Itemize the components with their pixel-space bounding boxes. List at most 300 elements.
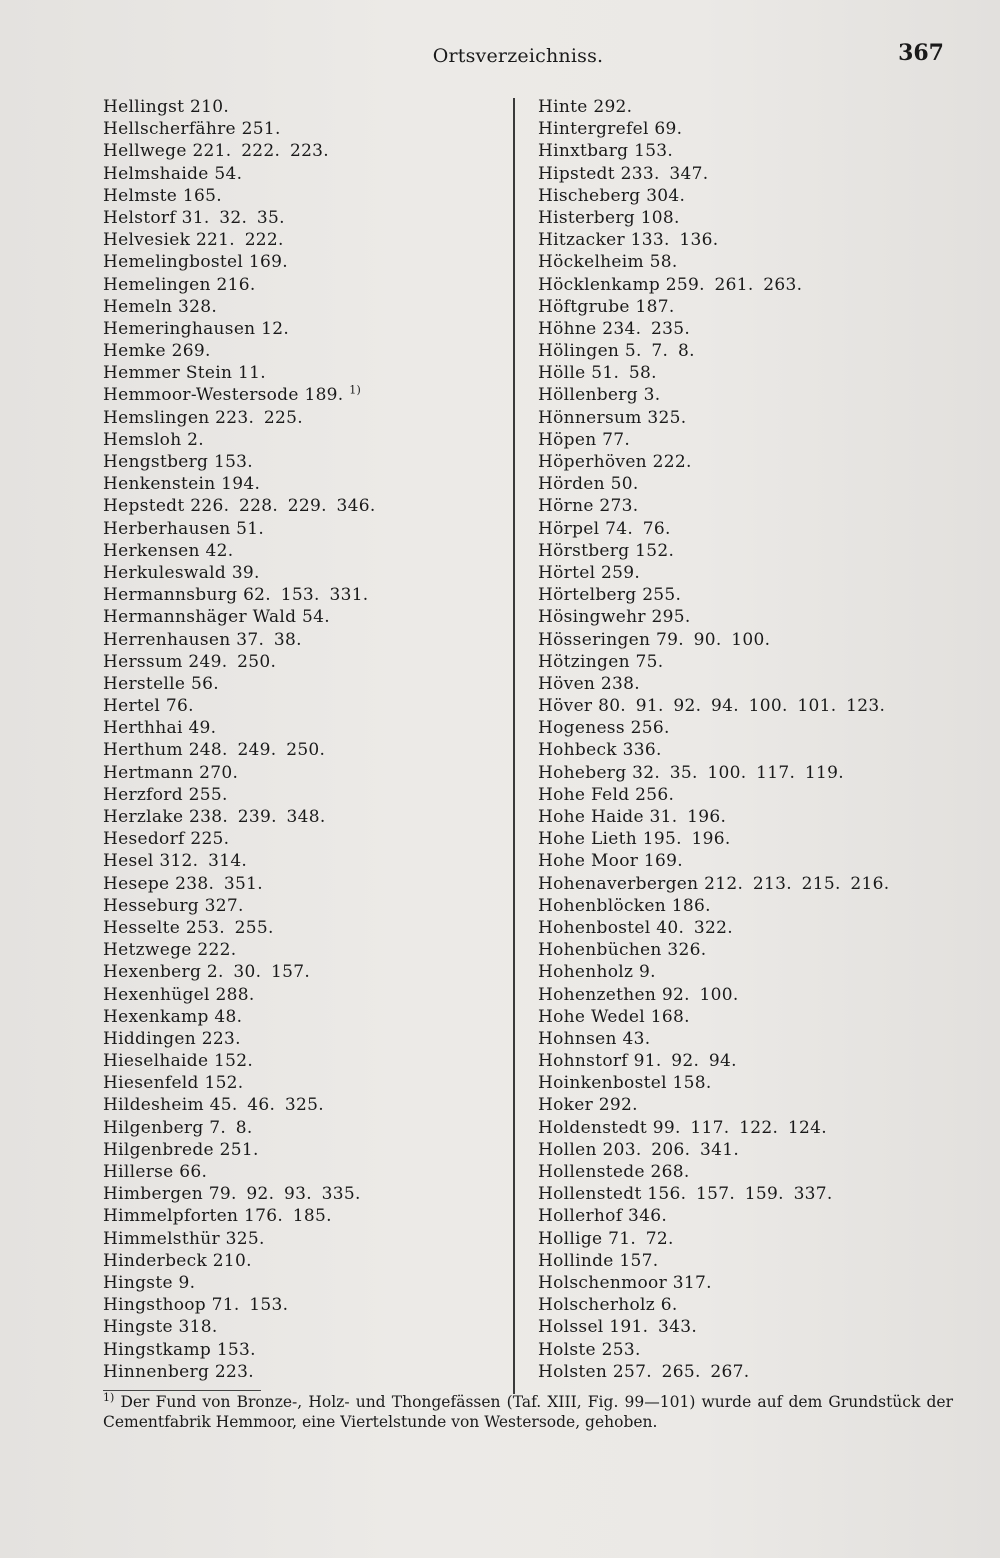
entry-place-name: Hintergrefel <box>538 119 649 140</box>
entry-place-name: Hollerhof <box>538 1206 623 1227</box>
entry-place-name: Hemke <box>103 341 166 362</box>
entry-place-name: Hesseburg <box>103 895 199 916</box>
entry-place-name: Hingste <box>103 1317 173 1338</box>
entry-place-name: Hemeringhausen <box>103 318 256 339</box>
entry-place-name: Hetzwege <box>103 940 192 961</box>
entry-page-refs: 66. <box>179 1162 208 1182</box>
index-entry <box>103 140 503 162</box>
entry-page-refs: 186. <box>671 895 711 916</box>
entry-page-refs: 212. 213. 215. 216. <box>704 873 890 894</box>
entry-page-refs: 2. <box>187 429 204 450</box>
entry-place-name: Hohe Haide <box>538 807 644 827</box>
entry-page-refs: 11. <box>237 363 266 384</box>
entry-page-refs: 40. 322. <box>656 917 733 938</box>
index-entry <box>538 984 958 1006</box>
index-entry <box>538 96 958 118</box>
entry-place-name: Höperhöven <box>538 452 647 472</box>
index-entry <box>103 1028 503 1050</box>
entry-place-name: Höckelheim <box>538 252 644 273</box>
entry-place-name: Hillerse <box>103 1162 174 1182</box>
entry-place-name: Hölle <box>538 363 586 384</box>
entry-page-refs: 43. <box>622 1028 651 1049</box>
index-entry <box>538 1072 958 1094</box>
entry-place-name: Herrenhausen <box>103 629 231 650</box>
entry-place-name: Herkensen <box>103 540 200 561</box>
index-entry <box>538 384 958 406</box>
entry-place-name: Hertmann <box>103 762 194 783</box>
index-entry <box>538 163 958 185</box>
entry-place-name: Hohenholz <box>538 962 634 983</box>
index-entry <box>103 495 503 517</box>
index-entry <box>538 651 958 673</box>
entry-page-refs: 325. <box>225 1228 265 1249</box>
index-entry <box>103 1072 503 1094</box>
index-entry <box>538 229 958 251</box>
index-entry <box>103 296 503 318</box>
entry-page-refs: 156. 157. 159. 337. <box>647 1184 833 1205</box>
entry-place-name: Hildesheim <box>103 1095 204 1116</box>
entry-place-name: Hilgenbrede <box>103 1139 214 1160</box>
entry-page-refs: 152. <box>635 540 675 561</box>
index-entry <box>103 207 503 229</box>
index-entry <box>103 651 503 673</box>
entry-place-name: Hohe Moor <box>538 851 639 872</box>
index-entry <box>538 1294 958 1316</box>
index-entry <box>538 917 958 939</box>
entry-place-name: Hesselte <box>103 917 181 938</box>
entry-place-name: Hoker <box>538 1095 594 1116</box>
entry-page-refs: 79. 92. 93. 335. <box>208 1184 361 1205</box>
entry-place-name: Hexenkamp <box>103 1006 209 1027</box>
index-entry <box>103 118 503 140</box>
index-entry <box>538 407 958 429</box>
entry-page-refs: 54. <box>302 607 330 628</box>
entry-page-refs: 169. <box>643 851 683 872</box>
entry-page-refs: 74. 76. <box>605 518 671 539</box>
index-entry <box>103 185 503 207</box>
entry-place-name: Hohbeck <box>538 740 617 761</box>
entry-page-refs: 238. 351. <box>175 873 263 894</box>
entry-page-refs: 99. 117. 122. 124. <box>652 1117 827 1138</box>
entry-place-name: Himmelpforten <box>103 1206 239 1227</box>
entry-page-refs: 165. <box>182 185 222 206</box>
entry-page-refs: 253. <box>601 1339 641 1360</box>
entry-page-refs: 71. 72. <box>608 1228 674 1249</box>
entry-page-refs: 31. 32. 35. <box>181 207 285 228</box>
index-entry <box>538 362 958 384</box>
entry-place-name: Höpen <box>538 429 597 450</box>
index-entry <box>103 1050 503 1072</box>
entry-page-refs: 251. <box>241 119 281 140</box>
entry-page-refs: 45. 46. 325. <box>209 1095 324 1116</box>
entry-page-refs: 152. <box>204 1073 244 1094</box>
entry-place-name: Hollenstede <box>538 1162 645 1182</box>
index-entry <box>103 917 503 939</box>
entry-page-refs: 194. <box>221 474 261 495</box>
entry-page-refs: 153. <box>216 1339 256 1360</box>
entry-place-name: Hinnenberg <box>103 1361 210 1382</box>
entry-place-name: Herkuleswald <box>103 562 227 583</box>
column-divider <box>513 98 515 1394</box>
entry-page-refs: 176. 185. <box>244 1206 332 1227</box>
entry-page-refs: 318. <box>178 1317 218 1338</box>
index-entry <box>538 495 958 517</box>
footnote-mark: 1) <box>103 1390 115 1404</box>
index-entry <box>103 739 503 761</box>
entry-place-name: Hiddingen <box>103 1028 197 1049</box>
entry-place-name: Hischeberg <box>538 185 641 206</box>
index-entry <box>538 251 958 273</box>
entry-place-name: Hötzingen <box>538 651 630 672</box>
entry-place-name: Hermannshäger Wald <box>103 607 297 628</box>
entry-place-name: Hingstkamp <box>103 1339 212 1360</box>
entry-page-refs: 226. 228. 229. 346. <box>190 496 376 517</box>
entry-page-refs: 51. 58. <box>591 363 657 384</box>
index-entry <box>103 562 503 584</box>
index-entry <box>538 717 958 739</box>
index-entry <box>538 1117 958 1139</box>
entry-page-refs: 336. <box>622 740 662 761</box>
entry-place-name: Hertel <box>103 696 161 717</box>
entry-page-refs: 326. <box>667 940 707 961</box>
index-entry <box>538 207 958 229</box>
entry-place-name: Holscherholz <box>538 1295 656 1316</box>
entry-page-refs: 75. <box>635 651 664 672</box>
index-entry <box>103 274 503 296</box>
entry-place-name: Hiesenfeld <box>103 1073 199 1094</box>
entry-place-name: Höcklenkamp <box>538 274 661 295</box>
entry-place-name: Herstelle <box>103 673 186 694</box>
entry-place-name: Herzlake <box>103 807 184 827</box>
entry-place-name: Hollinde <box>538 1250 614 1271</box>
index-entry <box>103 828 503 850</box>
index-entry <box>103 384 503 406</box>
entry-place-name: Hörstberg <box>538 540 630 561</box>
index-entry <box>538 340 958 362</box>
entry-page-refs: 54. <box>214 163 243 184</box>
entry-place-name: Histerberg <box>538 207 635 228</box>
entry-place-name: Hönnersum <box>538 407 642 428</box>
entry-page-refs: 153. <box>213 452 254 472</box>
entry-place-name: Hörne <box>538 496 594 517</box>
index-entry <box>538 540 958 562</box>
entry-page-refs: 91. 92. 94. <box>633 1051 737 1072</box>
index-entry <box>538 850 958 872</box>
entry-place-name: Hilgenberg <box>103 1117 204 1138</box>
entry-place-name: Hörden <box>538 474 605 495</box>
entry-place-name: Hohe Feld <box>538 784 630 805</box>
index-entry <box>538 274 958 296</box>
entry-place-name: Hogeness <box>538 718 625 739</box>
entry-place-name: Herthum <box>103 740 183 761</box>
entry-page-refs: 312. 314. <box>159 851 248 872</box>
entry-place-name: Hohenzethen <box>538 984 657 1005</box>
index-entry <box>103 1250 503 1272</box>
entry-place-name: Hieselhaide <box>103 1051 209 1072</box>
entry-place-name: Hohnstorf <box>538 1051 628 1072</box>
index-entry <box>103 473 503 495</box>
entry-place-name: Hinxtbarg <box>538 141 629 162</box>
index-entry <box>538 695 958 717</box>
footnote <box>103 1392 953 1432</box>
entry-page-refs: 210. <box>212 1250 252 1271</box>
index-entry <box>538 1094 958 1116</box>
entry-place-name: Hellwege <box>103 141 187 162</box>
index-entry <box>538 739 958 761</box>
entry-place-name: Hesedorf <box>103 829 185 850</box>
entry-place-name: Hermannsburg <box>103 585 238 606</box>
entry-place-name: Helmshaide <box>103 163 209 184</box>
entry-page-refs: 169. <box>248 252 288 273</box>
index-entry <box>103 895 503 917</box>
entry-place-name: Herzford <box>103 784 183 805</box>
entry-place-name: Herberhausen <box>103 518 231 539</box>
entry-place-name: Hengstberg <box>103 452 209 472</box>
entry-page-refs: 7. 8. <box>209 1117 253 1138</box>
entry-place-name: Hohenbostel <box>538 917 651 938</box>
index-entry <box>538 451 958 473</box>
entry-page-refs: 153. <box>634 141 674 162</box>
entry-page-refs: 195. 196. <box>642 829 731 850</box>
entry-page-refs: 248. 249. 250. <box>188 740 326 761</box>
index-entry <box>103 340 503 362</box>
entry-place-name: Hemelingbostel <box>103 252 244 273</box>
entry-place-name: Holste <box>538 1339 596 1360</box>
index-entry <box>103 429 503 451</box>
entry-place-name: Hohenaverbergen <box>538 873 699 894</box>
entry-page-refs: 210. <box>190 97 230 117</box>
entry-place-name: Hexenberg <box>103 962 202 983</box>
entry-page-refs: 259. <box>601 562 641 583</box>
index-entry <box>538 1161 958 1183</box>
page-number: 367 <box>898 40 944 66</box>
entry-page-refs: 48. <box>214 1006 243 1027</box>
entry-page-refs: 158. <box>672 1073 712 1094</box>
index-entry <box>103 96 503 118</box>
entry-page-refs: 80. 91. 92. 94. 100. 101. 123. <box>598 696 886 717</box>
entry-place-name: Hipstedt <box>538 163 615 184</box>
index-entry <box>103 1117 503 1139</box>
index-entry <box>103 984 503 1006</box>
entry-place-name: Herthhai <box>103 718 183 739</box>
index-entry <box>538 1250 958 1272</box>
entry-place-name: Hörpel <box>538 518 600 539</box>
index-entry <box>538 784 958 806</box>
index-entry <box>103 784 503 806</box>
entry-page-refs: 31. 196. <box>649 807 727 827</box>
entry-page-refs: 133. 136. <box>630 230 719 251</box>
entry-page-refs: 191. 343. <box>609 1317 698 1338</box>
entry-place-name: Hinte <box>538 97 588 117</box>
entry-place-name: Höven <box>538 673 596 694</box>
entry-place-name: Helstorf <box>103 207 176 228</box>
entry-place-name: Holschenmoor <box>538 1272 668 1293</box>
entry-place-name: Hemmer Stein <box>103 363 233 384</box>
entry-place-name: Hemslingen <box>103 407 210 428</box>
entry-page-refs: 42. <box>205 540 234 561</box>
index-entry <box>538 1050 958 1072</box>
entry-place-name: Hollenstedt <box>538 1184 642 1205</box>
entry-page-refs: 187. <box>635 296 675 317</box>
entry-place-name: Hitzacker <box>538 230 625 251</box>
entry-page-refs: 92. 100. <box>661 984 739 1005</box>
index-entry <box>538 473 958 495</box>
running-head <box>0 45 1000 67</box>
entry-page-refs: 76. <box>165 696 194 717</box>
entry-place-name: Hemeln <box>103 296 173 317</box>
entry-place-name: Hexenhügel <box>103 984 210 1005</box>
entry-page-refs: 251. <box>219 1139 259 1160</box>
index-entry <box>538 961 958 983</box>
index-column-right <box>538 96 958 1383</box>
entry-page-refs: 62. 153. 331. <box>243 585 369 606</box>
index-entry <box>103 1339 503 1361</box>
entry-page-refs: 221. 222. <box>195 230 284 251</box>
entry-page-refs: 292. <box>598 1095 638 1116</box>
entry-page-refs: 257. 265. 267. <box>612 1361 750 1382</box>
index-entry <box>538 296 958 318</box>
entry-page-refs: 223. <box>214 1361 254 1382</box>
index-entry <box>103 1139 503 1161</box>
entry-place-name: Hesepe <box>103 873 170 894</box>
index-entry <box>538 1139 958 1161</box>
index-entry <box>103 251 503 273</box>
entry-page-refs: 317. <box>672 1272 712 1293</box>
entry-place-name: Holsten <box>538 1361 608 1382</box>
entry-page-refs: 203. 206. 341. <box>602 1139 740 1160</box>
entry-page-refs: 51. <box>236 518 265 539</box>
entry-page-refs: 327. <box>204 895 244 916</box>
index-entry <box>538 318 958 340</box>
index-column-left <box>103 96 503 1383</box>
entry-page-refs: 288. <box>215 984 255 1005</box>
entry-place-name: Hoinkenbostel <box>538 1073 667 1094</box>
index-entry <box>103 584 503 606</box>
entry-page-refs: 259. 261. 263. <box>665 274 803 295</box>
entry-page-refs: 222. <box>197 940 237 961</box>
entry-place-name: Hohe Wedel <box>538 1006 646 1027</box>
entry-page-refs: 221. 222. 223. <box>192 141 329 162</box>
entry-page-refs: 295. <box>651 607 691 628</box>
entry-page-refs: 273. <box>599 496 639 517</box>
entry-page-refs: 255. <box>642 585 682 606</box>
entry-page-refs: 157. <box>619 1250 659 1271</box>
footnote-rule <box>103 1390 261 1391</box>
entry-place-name: Hollen <box>538 1139 597 1160</box>
index-entry <box>538 1028 958 1050</box>
entry-page-refs: 270. <box>199 762 239 783</box>
entry-place-name: Helmste <box>103 185 178 206</box>
entry-place-name: Hesel <box>103 851 154 872</box>
entry-page-refs: 50. <box>610 474 639 495</box>
index-entry <box>538 939 958 961</box>
index-entry <box>538 1361 958 1383</box>
entry-place-name: Henkenstein <box>103 474 216 495</box>
entry-page-refs: 9. <box>178 1272 196 1293</box>
entry-page-refs: 12. <box>261 318 290 339</box>
entry-page-refs: 328. <box>177 296 218 317</box>
entry-page-refs: 253. 255. <box>185 917 274 938</box>
index-entry <box>538 185 958 207</box>
entry-page-refs: 256. <box>630 718 670 739</box>
index-entry <box>538 562 958 584</box>
index-entry <box>103 939 503 961</box>
index-entry <box>538 1228 958 1250</box>
index-entry <box>538 518 958 540</box>
index-entry <box>538 673 958 695</box>
entry-place-name: Hinderbeck <box>103 1250 208 1271</box>
index-entry <box>103 629 503 651</box>
entry-page-refs: 216. <box>216 274 256 295</box>
entry-place-name: Hölingen <box>538 341 620 362</box>
index-entry <box>538 1183 958 1205</box>
entry-place-name: Hörtelberg <box>538 585 637 606</box>
index-entry <box>538 140 958 162</box>
entry-page-refs: 49. <box>188 718 217 739</box>
index-entry <box>538 1316 958 1338</box>
entry-place-name: Hohe Lieth <box>538 829 638 850</box>
index-entry <box>103 695 503 717</box>
entry-page-refs: 32. 35. 100. 117. 119. <box>632 762 844 783</box>
index-entry <box>538 895 958 917</box>
entry-place-name: Hepstedt <box>103 496 185 517</box>
entry-place-name: Hemsloh <box>103 429 182 450</box>
entry-page-refs: 56. <box>190 673 219 694</box>
index-entry <box>103 229 503 251</box>
entry-place-name: Holdenstedt <box>538 1117 648 1138</box>
index-entry <box>103 1006 503 1028</box>
entry-place-name: Höllenberg <box>538 385 638 406</box>
entry-page-refs: 2. 30. 157. <box>206 962 311 983</box>
index-entry <box>103 1294 503 1316</box>
index-entry <box>538 629 958 651</box>
index-entry <box>103 1228 503 1250</box>
index-entry <box>103 717 503 739</box>
index-entry <box>538 1339 958 1361</box>
index-entry <box>103 961 503 983</box>
entry-place-name: Hörtel <box>538 562 596 583</box>
entry-place-name: Hemmoor-Westersode <box>103 385 299 406</box>
entry-page-refs: 3. <box>643 385 661 406</box>
entry-page-refs: 168. <box>650 1006 690 1027</box>
index-entry <box>103 1183 503 1205</box>
entry-place-name: Hohenblöcken <box>538 895 667 916</box>
running-head-text: Ortsverzeichniss. <box>432 45 604 67</box>
entry-place-name: Höver <box>538 696 593 717</box>
index-entry <box>103 762 503 784</box>
entry-page-refs: 77. <box>602 429 631 450</box>
index-entry <box>103 1316 503 1338</box>
index-entry <box>538 429 958 451</box>
entry-page-refs: 71. 153. <box>211 1295 289 1316</box>
index-entry <box>538 762 958 784</box>
index-entry <box>103 606 503 628</box>
entry-place-name: Hohenbüchen <box>538 940 662 961</box>
entry-page-refs: 255. <box>188 784 228 805</box>
entry-place-name: Hohnsen <box>538 1028 617 1049</box>
index-entry <box>103 518 503 540</box>
index-entry <box>103 673 503 695</box>
entry-page-refs: 304. <box>646 185 686 206</box>
index-entry <box>103 850 503 872</box>
entry-page-refs: 58. <box>649 252 678 273</box>
index-entry <box>103 362 503 384</box>
entry-place-name: Hellscherfähre <box>103 119 236 140</box>
index-entry <box>103 806 503 828</box>
index-entry <box>103 873 503 895</box>
entry-page-refs: 152. <box>214 1051 254 1072</box>
entry-footnote-mark: 1) <box>349 383 362 397</box>
